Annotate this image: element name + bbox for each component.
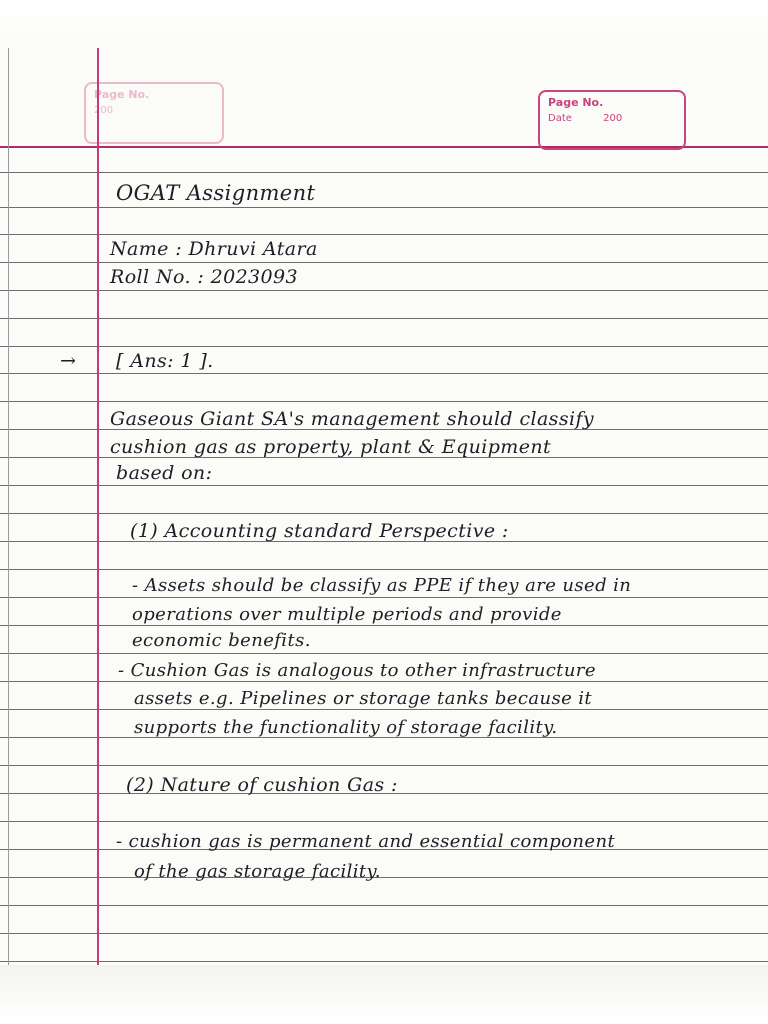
ruled-line: [0, 569, 768, 570]
ruled-line: [0, 821, 768, 822]
section-heading-1: (1) Accounting standard Perspective :: [130, 520, 509, 542]
bottom-shade: [0, 965, 768, 1024]
ruled-line: [0, 373, 768, 374]
ruled-line: [0, 597, 768, 598]
ruled-line: [0, 709, 768, 710]
ruled-line: [0, 318, 768, 319]
bullet-line: assets e.g. Pipelines or storage tanks because it: [134, 688, 593, 709]
ruled-line: [0, 681, 768, 682]
ruled-line: [0, 513, 768, 514]
bullet-line: economic benefits.: [132, 630, 311, 651]
ruled-line: [0, 234, 768, 235]
assignment-title: OGAT Assignment: [116, 181, 316, 205]
top-shade: [0, 0, 768, 46]
roll-number-line: Roll No. : 2023093: [110, 266, 299, 288]
ruled-line: [0, 485, 768, 486]
arrow-marker: →: [60, 350, 77, 372]
bullet-line: supports the functionality of storage facility.: [134, 717, 558, 738]
margin-line: [97, 48, 99, 978]
faded-stamp-label: Page No.: [94, 88, 150, 101]
ruled-line: [0, 961, 768, 962]
page-edge: [8, 48, 9, 968]
faded-page-stamp: [84, 82, 224, 144]
stamp-page-number: 200: [603, 113, 623, 124]
answer-marker: [ Ans: 1 ].: [116, 350, 214, 372]
paragraph-line: Gaseous Giant SA's management should classify: [110, 408, 595, 430]
ruled-line: [0, 207, 768, 208]
ruled-line: [0, 290, 768, 291]
section-heading-2: (2) Nature of cushion Gas :: [126, 774, 398, 796]
faded-stamp-number: 200: [94, 105, 114, 116]
ruled-line: [0, 401, 768, 402]
ruled-line: [0, 905, 768, 906]
ruled-line: [0, 172, 768, 173]
stamp-date-row: [548, 113, 676, 124]
ruled-line: [0, 765, 768, 766]
ruled-line: [0, 877, 768, 878]
ruled-line: [0, 625, 768, 626]
bullet-line: of the gas storage facility.: [134, 861, 381, 882]
bullet-line: - cushion gas is permanent and essential component: [116, 831, 616, 852]
page-number-stamp: [538, 90, 686, 150]
stamp-page-label: Page No.: [548, 96, 604, 109]
ruled-line: [0, 262, 768, 263]
ruled-line: [0, 933, 768, 934]
bullet-line: - Cushion Gas is analogous to other infrastructure: [118, 660, 596, 681]
bullet-line: - Assets should be classify as PPE if they are used in: [132, 575, 632, 596]
ruled-line: [0, 346, 768, 347]
paragraph-line: cushion gas as property, plant & Equipment: [110, 436, 552, 458]
bullet-line: operations over multiple periods and provide: [132, 604, 562, 625]
paragraph-line: based on:: [116, 462, 213, 484]
name-line: Name : Dhruvi Atara: [110, 238, 318, 260]
stamp-date-label: Date: [548, 113, 572, 124]
ruled-line: [0, 653, 768, 654]
